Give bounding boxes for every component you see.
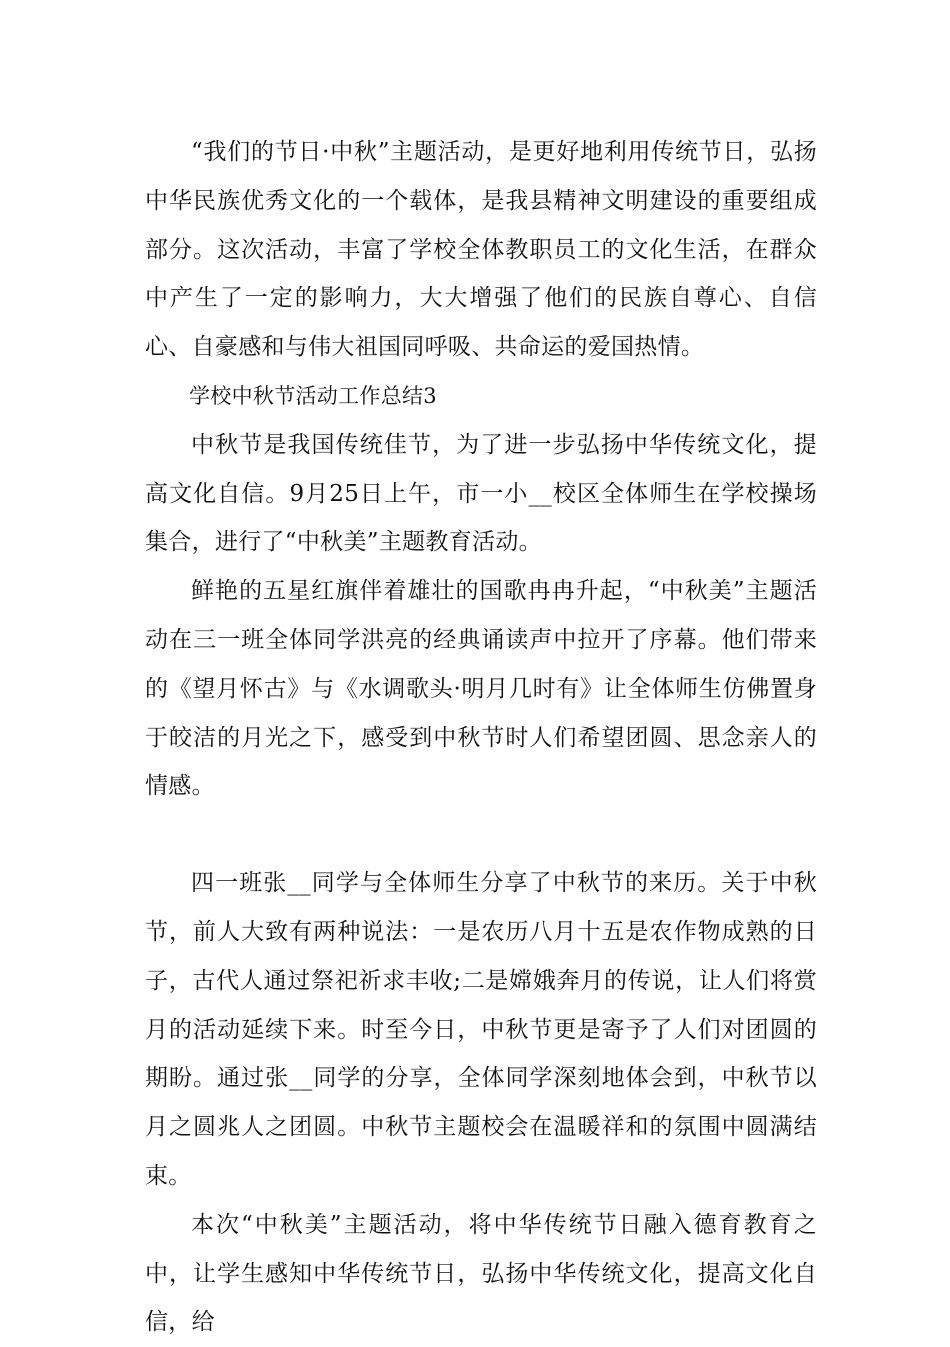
document-body: [145, 128, 817, 1347]
paragraph-flag-ceremony: 鲜艳的五星红旗伴着雄壮的国歌冉冉升起，“中秋美”主题活动在三一班全体同学洪亮的经典诵读声中拉开了序幕。他们带来的《望月怀古》与《水调歌头·明月几时有》让全体师生仿佛置身于皎洁的月光之下，感受到中秋节时人们希望团圆、思念亲人的情感。: [145, 578, 817, 800]
paragraph-spacer: [145, 811, 817, 859]
paragraph-festival-origin: 四一班张__同学与全体师生分享了中秋节的来历。关于中秋节，前人大致有两种说法：一是农历八月十五是农作物成熟的日子，古代人通过祭祀祈求丰收;二是嫦娥奔月的传说，让人们将赏月的活动延续下来。时至今日，中秋节更是寄予了人们对团圆的期盼。通过张__同学的分享，全体同学深刻地体会到，中秋节以月之圆兆人之团圆。中秋节主题校会在温暖祥和的氛围中圆满结束。: [145, 870, 817, 1189]
paragraph-event-intro: 中秋节是我国传统佳节，为了进一步弘扬中华传统文化，提高文化自信。9月25日上午，市一小__校区全体师生在学校操场集合，进行了“中秋美”主题教育活动。: [145, 431, 817, 556]
paragraph-festival-significance: “我们的节日·中秋”主题活动，是更好地利用传统节日，弘扬中华民族优秀文化的一个载体，是我县精神文明建设的重要组成部分。这次活动，丰富了学校全体教职员工的文化生活，在群众中产生了一定的影响力，大大增强了他们的民族自尊心、自信心、自豪感和与伟大祖国同呼吸、共命运的爱国热情。: [145, 139, 817, 361]
section-heading: 学校中秋节活动工作总结3: [189, 383, 437, 408]
paragraph-activity-summary: 本次“中秋美”主题活动，将中华传统节日融入德育教育之中，让学生感知中华传统节日，弘扬中华传统文化，提高文化自信，给: [145, 1211, 817, 1336]
